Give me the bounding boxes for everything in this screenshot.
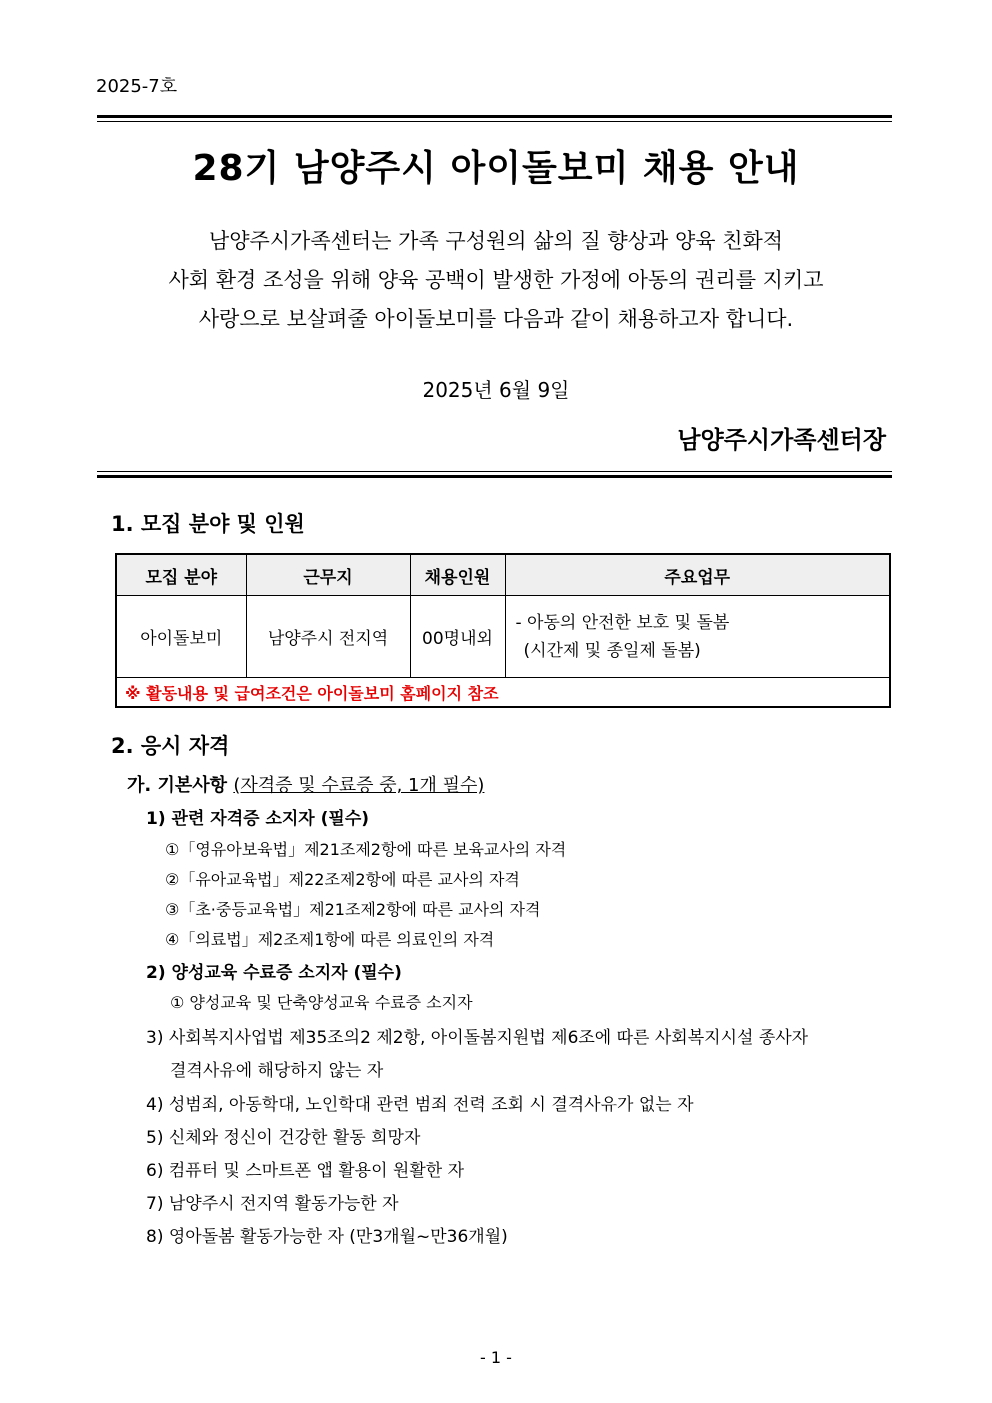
requirement-5: 5) 신체와 정신이 건강한 활동 희망자	[146, 1128, 421, 1148]
top-rule-thin	[97, 121, 892, 122]
training-requirement-heading: 2) 양성교육 수료증 소지자 (필수)	[146, 963, 402, 983]
table-note-row	[116, 678, 890, 708]
basic-requirements-note: (자격증 및 수료증 중, 1개 필수)	[233, 775, 485, 796]
cell-duty	[505, 596, 890, 678]
header-count: 채용인원	[410, 554, 505, 596]
signature: 남양주시가족센터장	[677, 426, 886, 454]
table-row	[116, 596, 890, 678]
section-1-heading: 1. 모집 분야 및 인원	[111, 512, 305, 536]
recruitment-table	[115, 553, 891, 708]
basic-requirements-label: 가. 기본사항	[127, 775, 228, 796]
duty-line-1: - 아동의 안전한 보호 및 돌봄	[515, 612, 730, 633]
cert-requirement-heading: 1) 관련 자격증 소지자 (필수)	[146, 809, 370, 829]
document-date: 2025년 6월 9일	[422, 378, 570, 402]
cert-item-4: ④「의료법」제2조제1항에 따른 의료인의 자격	[165, 930, 495, 949]
header-field: 모집 분야	[116, 554, 246, 596]
header-bottom-rule-thick	[97, 475, 892, 478]
header-bottom-rule-thin	[97, 471, 892, 472]
intro-line-1: 남양주시가족센터는 가족 구성원의 삶의 질 향상과 양육 친화적	[208, 229, 784, 253]
cert-item-1: ①「영유아보육법」제21조제2항에 따른 보육교사의 자격	[165, 840, 567, 859]
cert-item-3: ③「초·중등교육법」제21조제2항에 따른 교사의 자격	[165, 900, 541, 919]
requirement-3-line-1: 3) 사회복지사업법 제35조의2 제2항, 아이돌봄지원법 제6조에 따른 사회복지시설 종사자	[146, 1028, 809, 1048]
section-2-heading: 2. 응시 자격	[111, 734, 230, 758]
training-item-1: ① 양성교육 및 단축양성교육 수료증 소지자	[170, 993, 473, 1012]
header-location: 근무지	[246, 554, 410, 596]
table-note: ※ 활동내용 및 급여조건은 아이돌보미 홈페이지 참조	[116, 678, 890, 708]
requirement-8: 8) 영아돌봄 활동가능한 자 (만3개월~만36개월)	[146, 1227, 508, 1247]
cert-item-2: ②「유아교육법」제22조제2항에 따른 교사의 자격	[165, 870, 520, 889]
top-rule-thick	[97, 115, 892, 118]
table-header-row	[116, 554, 890, 596]
cell-location: 남양주시 전지역	[246, 596, 410, 678]
requirement-3-line-2: 결격사유에 해당하지 않는 자	[170, 1061, 384, 1081]
requirement-7: 7) 남양주시 전지역 활동가능한 자	[146, 1194, 399, 1214]
basic-requirements-heading	[127, 771, 484, 797]
intro-line-3: 사랑으로 보살펴줄 아이돌보미를 다음과 같이 채용하고자 합니다.	[198, 307, 794, 331]
duty-line-2: (시간제 및 종일제 돌봄)	[523, 640, 701, 661]
requirement-4: 4) 성범죄, 아동학대, 노인학대 관련 범죄 전력 조회 시 결격사유가 없는 자	[146, 1095, 694, 1115]
page-number: - 1 -	[480, 1348, 512, 1367]
document-number: 2025-7호	[96, 76, 178, 97]
requirement-6: 6) 컴퓨터 및 스마트폰 앱 활용이 원활한 자	[146, 1161, 465, 1181]
cell-count: 00명내외	[410, 596, 505, 678]
intro-line-2: 사회 환경 조성을 위해 양육 공백이 발생한 가정에 아동의 권리를 지키고	[168, 268, 824, 292]
header-duty: 주요업무	[505, 554, 890, 596]
cell-field: 아이돌보미	[116, 596, 246, 678]
page-title: 28기 남양주시 아이돌보미 채용 안내	[192, 148, 800, 189]
